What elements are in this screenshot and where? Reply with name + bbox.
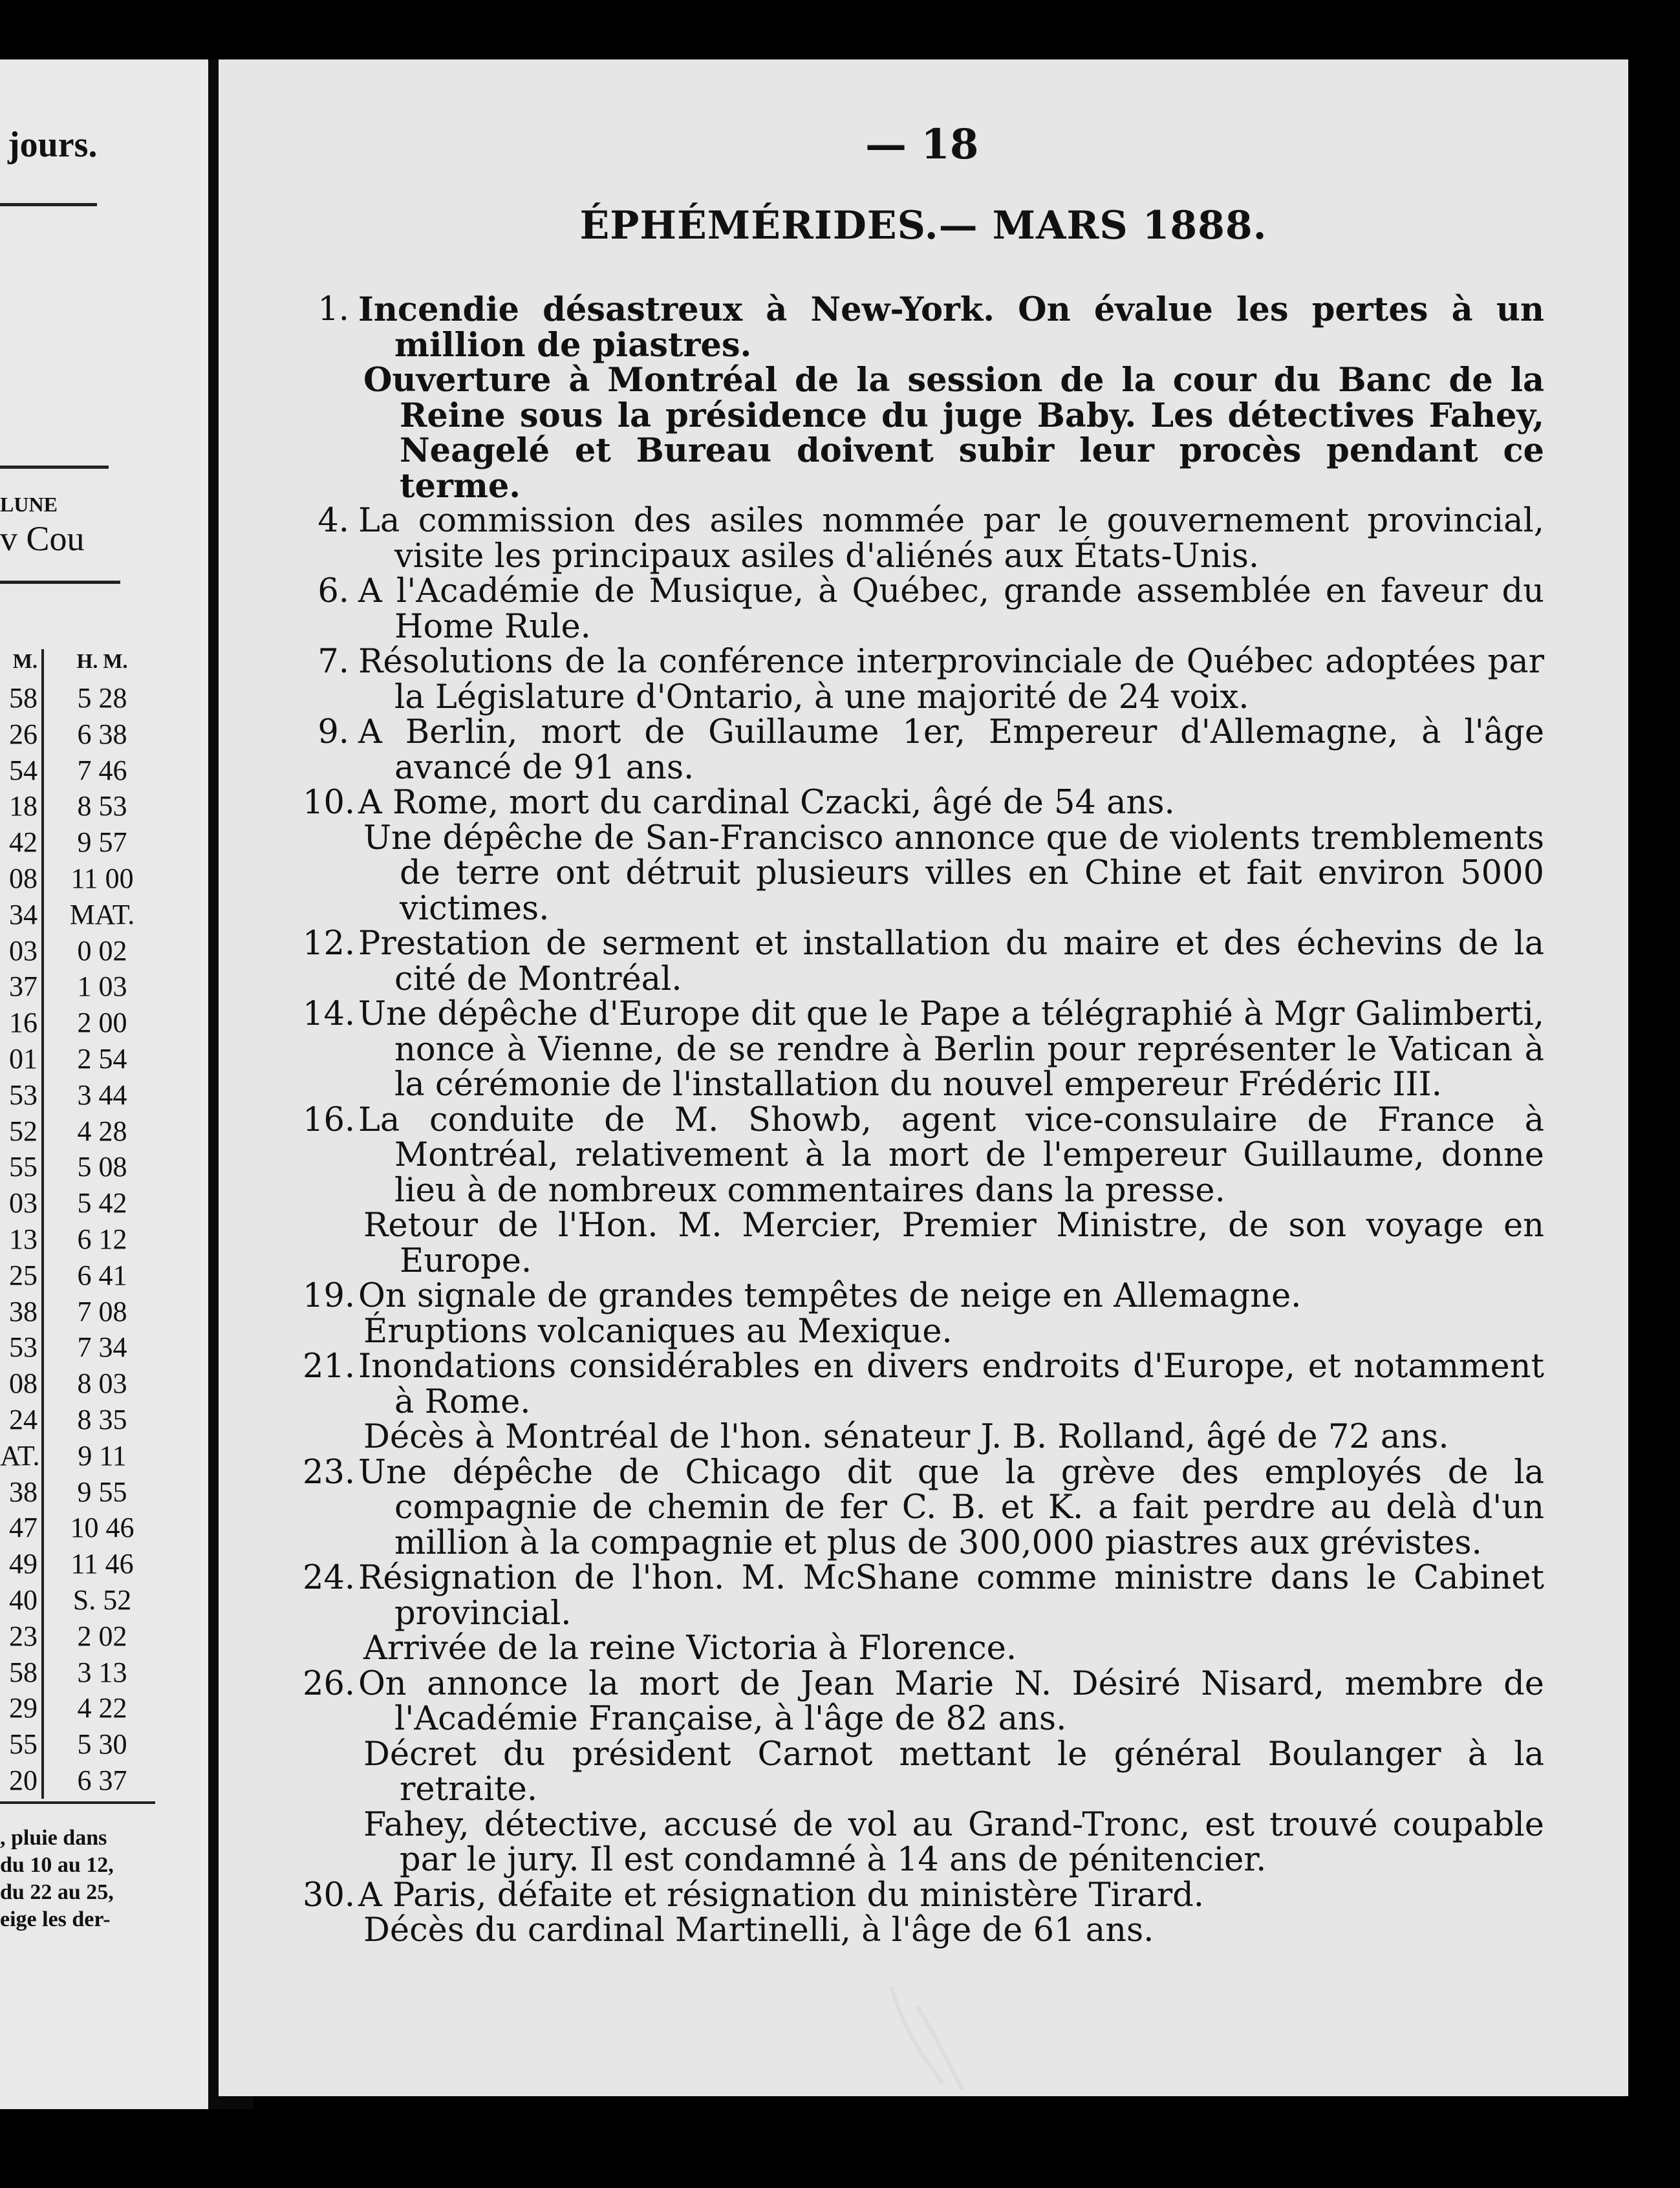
moon-table-row [0, 1005, 160, 1041]
ephemeris-entry [303, 1664, 1544, 1879]
moon-table-row [0, 1329, 160, 1366]
moon-table-cell: 58 [0, 680, 44, 716]
ephemeris-entry [303, 504, 1544, 574]
entry-day: 30. [303, 1876, 356, 1914]
entry-text: Une dépêche d'Europe dit que le Pape a télégraphié à Mgr Galimberti, nonce à Vienne, de se rendre à Berlin pour représenter le Vatican à la cérémonie de l'installation du nouvel empereur Frédéric III. [358, 995, 1544, 1104]
moon-table-cell: 37 [0, 969, 44, 1005]
moon-table-row [0, 1149, 160, 1185]
moon-table-cell: 7 34 [77, 1331, 127, 1364]
moon-table-cell: 03 [0, 1185, 44, 1221]
moon-table-row [0, 933, 160, 969]
moon-table-row [0, 788, 160, 824]
note-line: du 10 au 12, [0, 1853, 114, 1877]
moon-table-row [0, 861, 160, 897]
page-title: ÉPHÉMÉRIDES.— MARS 1888. [579, 203, 1267, 248]
moon-table-cell: 54 [0, 753, 44, 789]
moon-table-cell: 8 53 [77, 790, 127, 822]
moon-table-cell: 8 35 [77, 1403, 127, 1435]
moon-table-cell: 5 30 [77, 1728, 127, 1761]
divider [0, 1801, 155, 1804]
moon-table-cell: 3 44 [77, 1078, 127, 1111]
entry-day: 19. [303, 1277, 356, 1315]
entry-text: Retour de l'Hon. M. Mercier, Premier Ministre, de son voyage en Europe. [363, 1207, 1544, 1280]
moon-table-cell: 58 [0, 1655, 44, 1691]
moon-table-cell: 11 46 [70, 1548, 134, 1580]
moon-table-cell: 9 11 [78, 1439, 127, 1472]
moon-table-cell: 23 [0, 1618, 44, 1655]
moon-table-cell: 5 42 [77, 1187, 127, 1219]
entry-day: 23. [303, 1453, 356, 1492]
moon-table-cell: 42 [0, 824, 44, 861]
entry-text: Inondations considérables en divers endroits d'Europe, et notamment à Rome. [358, 1347, 1544, 1421]
entry-day: 14. [303, 995, 356, 1033]
ephemeris-entry [303, 1455, 1544, 1561]
entry-text: Arrivée de la reine Victoria à Florence. [363, 1629, 1017, 1668]
ephemeris-entry [303, 1561, 1544, 1667]
entry-text: Ouverture à Montréal de la session de la cour du Banc de la Reine sous la présidence du juge Baby. Les détectives Fahey, Neagelé et Bureau doivent subir leur procès pendant ce terme. [363, 361, 1544, 506]
entry-day: 10. [303, 784, 356, 822]
moon-table-cell: 38 [0, 1294, 44, 1330]
moon-table-cell: 25 [0, 1258, 44, 1294]
moon-table-row [0, 1726, 160, 1763]
entry-text: Résignation de l'hon. M. McShane comme ministre dans le Cabinet provincial. [358, 1559, 1544, 1633]
moon-table-row [0, 680, 160, 716]
moon-table-cell: 2 02 [77, 1620, 127, 1652]
col-header: H. M. [76, 649, 128, 672]
entry-text: La conduite de M. Showb, agent vice-consulaire de France à Montréal, relativement à la mort de l'empereur Guillaume, donne lieu à de nombreux commentaires dans la presse. [358, 1100, 1544, 1210]
ephemeris-entry [303, 1279, 1544, 1349]
moon-table-cell: 53 [0, 1077, 44, 1113]
moon-table-cell: S. 52 [72, 1583, 132, 1616]
moon-table-cell: 03 [0, 933, 44, 969]
entry-text: A Rome, mort du cardinal Czacki, âgé de 54 ans. [358, 784, 1175, 822]
entry-text: On signale de grandes tempêtes de neige en Allemagne. [358, 1277, 1302, 1315]
note-line: eige les der- [0, 1907, 111, 1931]
moon-table-cell: 49 [0, 1546, 44, 1582]
moon-table-cell: 2 00 [77, 1007, 127, 1039]
entry-text: Décès à Montréal de l'hon. sénateur J. B. Rolland, âgé de 72 ans. [363, 1418, 1449, 1456]
ephemeris-entry [303, 997, 1544, 1103]
moon-table-cell: 5 08 [77, 1151, 127, 1183]
moon-table-cell: 55 [0, 1726, 44, 1763]
entry-text: On annonce la mort de Jean Marie N. Désiré Nisard, membre de l'Académie Française, à l'âge de 82 ans. [358, 1664, 1544, 1738]
entry-text: A Berlin, mort de Guillaume 1er, Empereur d'Allemagne, à l'âge avancé de 91 ans. [358, 713, 1544, 787]
moon-table-row [0, 1041, 160, 1077]
moon-table-cell: 26 [0, 716, 44, 753]
moon-table-row [0, 1510, 160, 1546]
entry-text: Une dépêche de San-Francisco annonce que de violents tremblements de terre ont détruit plusieurs villes en Chine et fait environ 5000 victimes. [363, 819, 1544, 928]
string-mark-icon [885, 1980, 969, 2096]
moon-table-row [0, 1077, 160, 1113]
moon-table-cell: 18 [0, 788, 44, 824]
moon-table-row [0, 1474, 160, 1510]
entry-day: 6. [318, 572, 349, 610]
moon-table-row [0, 824, 160, 861]
note-line: du 22 au 25, [0, 1880, 114, 1904]
entry-text: Prestation de serment et installation du maire et des échevins de la cité de Montréal. [358, 925, 1544, 998]
moon-table-cell: 01 [0, 1041, 44, 1077]
ephemeris-entry [303, 574, 1544, 645]
moon-table-cell: 16 [0, 1005, 44, 1041]
moon-table-cell: 38 [0, 1474, 44, 1510]
moon-table-cell: 08 [0, 861, 44, 897]
moon-table-row [0, 1366, 160, 1402]
moon-table-row [0, 1763, 160, 1799]
moon-table-cell: 6 41 [77, 1259, 127, 1291]
entry-text: La commission des asiles nommée par le gouvernement provincial, visite les principaux asiles d'aliénés aux États-Unis. [358, 502, 1544, 575]
moon-table-cell: 6 12 [77, 1223, 127, 1255]
moon-table-cell: 34 [0, 897, 44, 933]
moon-table-cell: 7 08 [77, 1295, 127, 1327]
moon-table-header [0, 649, 160, 680]
moon-table [0, 649, 160, 1804]
moon-table-cell: 24 [0, 1402, 44, 1438]
moon-table-cell: 0 02 [77, 934, 127, 967]
entry-day: 16. [303, 1100, 356, 1139]
page-number: — 18 [865, 120, 979, 169]
ephemeris-entry [303, 292, 1544, 504]
moon-table-row [0, 1582, 160, 1618]
moon-table-cell: 47 [0, 1510, 44, 1546]
moon-table-row [0, 1185, 160, 1221]
moon-table-cell: 20 [0, 1763, 44, 1799]
moon-table-row [0, 1258, 160, 1294]
facing-page-header: jours. [8, 125, 98, 165]
moon-table-cell: 7 46 [77, 754, 127, 786]
moon-table-row [0, 1546, 160, 1582]
entry-text: Incendie désastreux à New-York. On évalue les pertes à un million de piastres. [358, 290, 1544, 365]
moon-table-cell: 8 03 [77, 1368, 127, 1400]
cou-header: v Cou [0, 519, 85, 558]
entry-day: 21. [303, 1347, 356, 1386]
entry-day: 9. [318, 713, 349, 751]
ephemeris-entry [303, 786, 1544, 927]
moon-table-row [0, 969, 160, 1005]
divider [0, 466, 109, 469]
entry-text: Éruptions volcaniques au Mexique. [363, 1312, 953, 1351]
moon-table-cell: 08 [0, 1366, 44, 1402]
moon-table-row [0, 1655, 160, 1691]
entry-day: 1. [318, 290, 349, 328]
moon-table-cell: 3 13 [77, 1656, 127, 1688]
moon-table-row [0, 753, 160, 789]
moon-table-cell: 6 38 [77, 718, 127, 750]
moon-table-cell: MAT. [69, 898, 135, 930]
divider [0, 581, 120, 584]
moon-table-row [0, 897, 160, 933]
moon-table-row [0, 1690, 160, 1726]
entry-day: 12. [303, 925, 356, 963]
moon-table-row [0, 1221, 160, 1258]
entry-text: A l'Académie de Musique, à Québec, grande assemblée en faveur du Home Rule. [358, 572, 1544, 646]
entry-text: Résolutions de la conférence interprovinciale de Québec adoptées par la Législature d'Ontario, à une majorité de 24 voix. [358, 643, 1544, 716]
moon-table-row [0, 1618, 160, 1655]
moon-table-cell: 6 37 [77, 1764, 127, 1796]
entry-day: 24. [303, 1559, 356, 1597]
moon-table-cell: 9 55 [77, 1475, 127, 1508]
moon-table-cell: 52 [0, 1113, 44, 1150]
entry-day: 4. [318, 502, 349, 540]
ephemerides-list [303, 292, 1544, 1949]
note-line: , pluie dans [0, 1826, 107, 1850]
entry-text: A Paris, défaite et résignation du ministère Tirard. [358, 1876, 1204, 1914]
moon-table-cell: 29 [0, 1690, 44, 1726]
ephemeris-entry [303, 645, 1544, 715]
ephemeris-entry [303, 1100, 1544, 1280]
moon-table-cell: 2 54 [77, 1042, 127, 1075]
moon-table-cell: AT. [0, 1438, 44, 1474]
ephemeris-entry [303, 715, 1544, 786]
moon-table-cell: 1 03 [77, 971, 127, 1003]
facing-page-notes [0, 1825, 114, 1933]
entry-day: 26. [303, 1664, 356, 1703]
lune-header: LUNE [0, 493, 58, 516]
moon-table-row [0, 716, 160, 753]
moon-table-row [0, 1438, 160, 1474]
entry-text: Décret du président Carnot mettant le général Boulanger à la retraite. [363, 1735, 1544, 1808]
moon-table-row [0, 1402, 160, 1438]
page [219, 59, 1628, 2096]
moon-table-cell: 40 [0, 1582, 44, 1618]
moon-table-cell: 9 57 [77, 826, 127, 859]
moon-table-cell: 53 [0, 1329, 44, 1366]
moon-table-cell: 10 46 [70, 1512, 135, 1544]
moon-table-cell: 11 00 [70, 862, 134, 894]
moon-table-cell: 4 28 [77, 1115, 127, 1147]
ephemeris-entry [303, 927, 1544, 997]
divider [0, 203, 97, 206]
col-header: M. [0, 649, 44, 680]
moon-table-cell: 5 28 [77, 682, 127, 714]
entry-text: Décès du cardinal Martinelli, à l'âge de 61 ans. [363, 1911, 1154, 1949]
ephemeris-entry [303, 1878, 1544, 1949]
entry-text: Fahey, détective, accusé de vol au Grand-Tronc, est trouvé coupable par le jury. Il est condamné à 14 ans de pénitencier. [363, 1805, 1544, 1879]
facing-page [0, 59, 208, 2109]
moon-table-row [0, 1113, 160, 1150]
entry-day: 7. [318, 643, 349, 681]
ephemeris-entry [303, 1349, 1544, 1455]
moon-table-row [0, 1294, 160, 1330]
entry-text: Une dépêche de Chicago dit que la grève des employés de la compagnie de chemin de fer C. B. et K. a fait perdre au delà d'un million à la compagnie et plus de 300,000 piastres aux grévistes. [358, 1453, 1544, 1562]
moon-table-cell: 55 [0, 1149, 44, 1185]
moon-table-cell: 4 22 [77, 1692, 127, 1724]
moon-table-cell: 13 [0, 1221, 44, 1258]
